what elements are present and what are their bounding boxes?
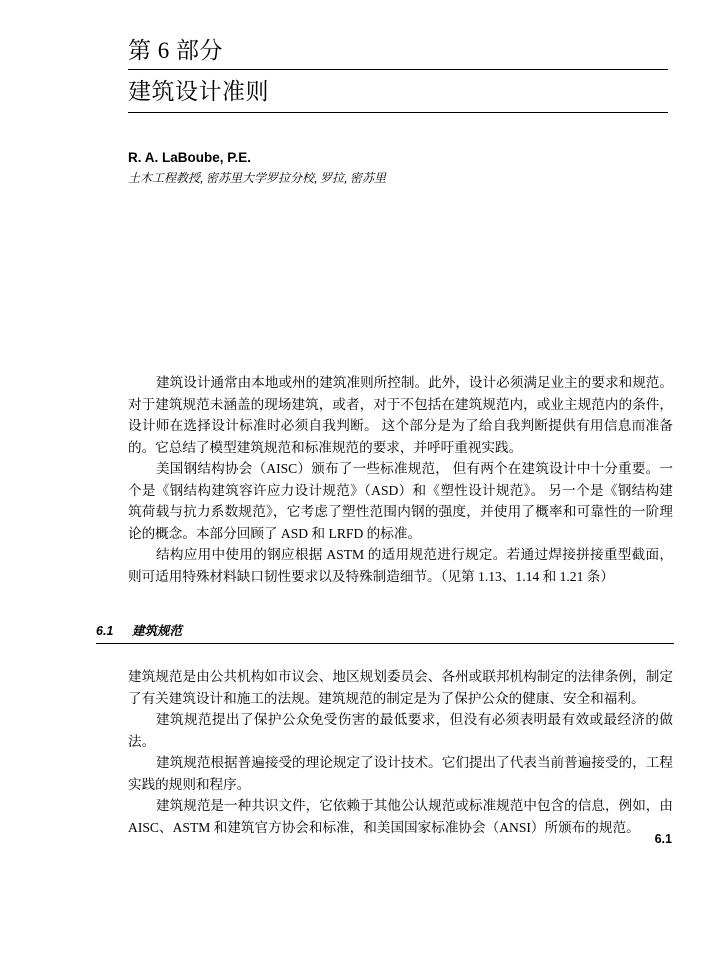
page-number: 6.1 [654,832,672,846]
paragraph: 建筑规范提出了保护公众免受伤害的最低要求，但没有必须表明最有效或最经济的做法。 [128,712,673,749]
paragraph: 建筑规范是一种共识文件，它依赖于其他公认规范或标准规范中包含的信息，例如，由 AISC、ASTM 和建筑官方协会和标准，和美国国家标准协会（ANSI）所颁布的规范。 [128,798,673,835]
section-heading [96,621,672,639]
paragraph: 结构应用中使用的钢应根据 ASTM 的适用规范进行规定。若通过焊接拼接重型截面，则可适用特殊材料缺口韧性要求以及特殊制造细节。（见第 1.13、1.14 和 1.21 条） [128,547,673,584]
section-number: 6.1 [96,624,114,638]
paragraph: 建筑设计通常由本地或州的建筑准则所控制。此外，设计必须满足业主的要求和规范。对于建筑规范未涵盖的现场建筑，或者，对于不包括在建筑规范内，或业主规范内的条件，设计师在选择设计标准时必须自我判断。 这个部分是为了给自我判断提供有用信息而准备的。它总结了模型建筑规范和标准规范的要求，并呼吁重视实践。 [128,375,673,455]
intro-paragraphs [128,372,673,587]
title-block [128,36,672,113]
part-subtitle: 建筑设计准则 [128,70,668,113]
paragraph: 建筑规范根据普遍接受的理论规定了设计技术。它们提出了代表当前普遍接受的，工程实践的规则和程序。 [128,755,673,792]
author-block [128,149,672,187]
author-affiliation: 土木工程教授, 密苏里大学罗拉分校, 罗拉, 密苏里 [128,171,387,185]
paragraph: 美国钢结构协会（AISC）颁布了一些标准规范， 但有两个在建筑设计中十分重要。一个是《钢结构建筑容许应力设计规范》（ASD）和《塑性设计规范》。 另一个是《钢结构建筑荷载与抗力系数规范》，它考虑了塑性范围内钢的强度，并使用了概率和可靠性的一阶理论的概念。本部分回顾了 ASD 和 LRFD 的标准。 [128,461,673,541]
paragraph: 建筑规范是由公共机构如市议会、地区规划委员会、各州或联邦机构制定的法律条例，制定了有关建筑设计和施工的法规。建筑规范的制定是为了保护公众的健康、安全和福利。 [128,669,673,706]
section-title: 建筑规范 [132,624,183,638]
author-name: R. A. LaBoube, P.E. [128,150,252,165]
section-divider [96,643,674,644]
section-paragraphs [128,666,673,838]
part-title: 第 6 部分 [128,36,668,70]
